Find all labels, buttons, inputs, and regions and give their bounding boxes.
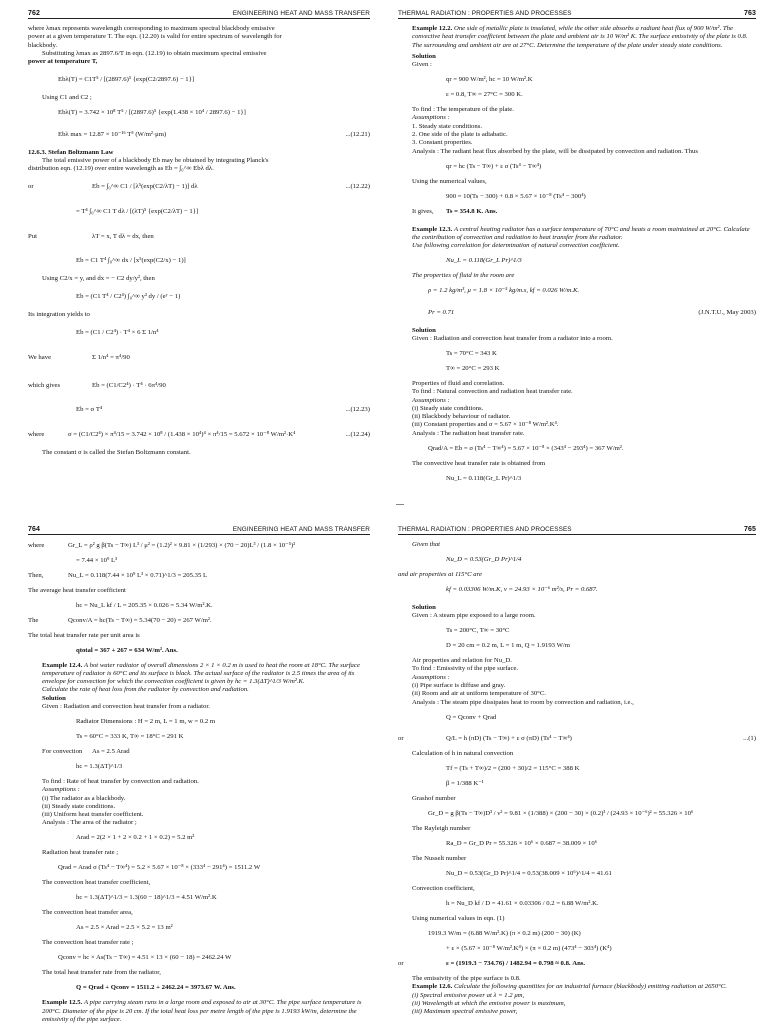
list-item: 3. Constant properties. (412, 139, 473, 147)
example-label: Example 12.6. (412, 983, 453, 991)
label: For convection (42, 748, 83, 755)
equation: 900 = 10(Ts − 300) + 0.8 × 5.67 × 10⁻⁸ (Ts⁴ − 300⁴) (446, 192, 586, 200)
section-heading: 12.6.3. Stefan Boltzmann Law (28, 148, 114, 156)
page-764 (0, 512, 384, 1024)
solution-heading: Solution (412, 52, 436, 60)
list-item: 2. One side of the plate is adiabatic. (412, 131, 508, 139)
equation: Ts = 70°C = 343 K (446, 350, 497, 358)
equation-number: ...(12.23) (345, 406, 370, 414)
text-line: To find : Natural convection and radiation heat transfer rate. (412, 388, 573, 396)
text-line: To find : Emissivity of the pipe surface. (412, 665, 519, 673)
text-line: distribution eqn. (12.19) over entire wavelength as Eb = ∫₀^∞ Ebλ dλ. (28, 165, 214, 173)
list-item: (ii) Room and air at uniform temperature of 30°C. (412, 690, 546, 698)
equation: Ebλ(T) = 3.742 × 10⁸ T⁵ / [(2897.6)⁵ {exp(1.438 × 10⁴ / 2897.6) − 1}] (58, 109, 246, 117)
equation: Arad = 2(2 × 1 + 2 × 0.2 + 1 × 0.2) = 5.2 m² (76, 834, 195, 842)
equation: ρ = 1.2 kg/m³, μ = 1.8 × 10⁻⁵ kg/m.s, kf = 0.026 W/m.K. (428, 287, 580, 295)
text-line: Using C2/x = y, and dx = − C2 dy/y², then (42, 275, 155, 283)
equation: D = 20 cm = 0.2 m, L = 1 m, Q = 1.9193 W/m (446, 642, 570, 650)
equation: ε = 0.8, T∞ = 27°C = 300 K. (446, 91, 523, 99)
label: or (398, 735, 404, 743)
page-number: 762 (28, 10, 40, 17)
text-line: Analysis : The steam pipe dissipates heat to room by convection and radiation, i.e., (412, 698, 634, 706)
text-line: Assumptions : (412, 396, 450, 404)
text-line: The total heat transfer rate from the radiator, (42, 969, 161, 977)
equation-number: ...(12.24) (345, 431, 370, 439)
answer: qtotal = 367 + 267 = 634 W/m². Ans. (76, 646, 178, 654)
text-line: Using C1 and C2 ; (42, 94, 92, 102)
text-line: Convection coefficient, (412, 885, 475, 893)
example-label: Example 12.5. (42, 999, 83, 1007)
reference: (J.N.T.U., May 2003) (698, 308, 756, 316)
equation: Nu_D = 0.53(Gr_D Pr)^1/4 (446, 555, 522, 563)
page-divider (396, 504, 404, 505)
text-line: Calculation of h in natural convection (412, 750, 514, 758)
text-line: To find : Rate of heat transfer by convection and radiation. (42, 777, 199, 785)
equation-number: ...(12.21) (345, 130, 370, 138)
text-line: Given : (412, 61, 432, 69)
equation: Ebλ max = 12.87 × 10⁻¹⁶ T⁵ (W/m²·μm) (58, 130, 167, 138)
label: We have (28, 354, 52, 361)
equation: hc = 1.3(ΔT)^1/3 (76, 762, 123, 770)
text-line: Analysis : The area of the radiator ; (42, 819, 137, 827)
text-line: The convection heat transfer area, (42, 909, 133, 917)
example-label: Example 12.2. (412, 25, 453, 32)
text-line: The emissivity of the pipe surface is 0.8. (412, 975, 521, 983)
text-line: To find : The temperature of the plate. (412, 106, 514, 114)
text-line: Given : A steam pipe exposed to a large room. (412, 612, 536, 620)
label: Put (28, 232, 37, 240)
page-number: 765 (744, 526, 756, 533)
list-item: (ii) Steady state conditions. (42, 802, 116, 810)
text-line: where λmax represents wavelength corresponding to maximum spectral blackbody emissive (28, 25, 275, 32)
equation: + ε × (5.67 × 10⁻⁸ W/m².K⁴) × (π × 0.2 m) (473⁴ − 303⁴) (K⁴) (446, 945, 612, 953)
equation: β = 1/388 K⁻¹ (446, 780, 484, 788)
list-item: (ii) Blackbody behaviour of radiator. (412, 413, 511, 421)
text-line: Given : Radiation and convection heat transfer from a radiator. (42, 703, 210, 711)
page-762 (0, 0, 384, 512)
label: It gives, (412, 207, 434, 215)
text-line: Assumptions : (412, 114, 450, 122)
label: or (28, 183, 34, 191)
text-line: Using numerical values in eqn. (1) (412, 915, 505, 923)
text-line: The Nusselt number (412, 855, 467, 863)
equation: λT = x, T dλ = dx, then (92, 232, 154, 240)
equation: Nu_L = 0.118(7.44 × 10⁹ L³ × 0.71)^1/3 = 205.35 L (68, 571, 208, 579)
equation: kf = 0.03306 W/m.K, ν = 24.93 × 10⁻⁶ m²/s, Pr = 0.687. (446, 585, 598, 593)
text-line: The properties of fluid in the room are (412, 272, 515, 280)
equation: qr = 900 W/m², hc = 10 W/m².K (446, 76, 533, 84)
equation: Q = Qconv + Qrad (446, 713, 497, 721)
equation: Pr = 0.71 (428, 308, 455, 316)
text-line: blackbody. (28, 41, 58, 49)
list-item: (iii) Uniform heat transfer coefficient. (42, 811, 144, 819)
equation: Eb = ∫₀^∞ C1 / [λ⁵(exp(C2/λT) − 1)] dλ (92, 183, 198, 191)
text-line: Assumptions : (412, 673, 450, 681)
page-header (398, 10, 756, 19)
text-line: Given : Radiation and convection heat transfer from a radiator into a room. (412, 335, 613, 343)
answer: Q = Qrad + Qconv = 1511.2 + 2462.24 = 3973.67 W. Ans. (76, 984, 236, 992)
text-line: Substituting λmax as 2897.6/T in eqn. (12.19) to obtain maximum spectral emissive (42, 49, 267, 57)
text-line: The Rayleigh number (412, 825, 471, 833)
text-line: The convection heat transfer coefficient, (42, 879, 151, 887)
running-title: ENGINEERING HEAT AND MASS TRANSFER (232, 526, 370, 533)
equation-number: ...(1) (743, 735, 756, 743)
equation: Ra_D = Gr_D Pr = 55.326 × 10⁶ × 0.687 = 38.009 × 10⁶ (446, 840, 598, 848)
equation: σ = (C1/C2⁴) × π⁴/15 = 3.742 × 10⁸ / (1.438 × 10⁴)⁴ × π⁴/15 = 5.672 × 10⁻⁸ W/m²·K⁴ (68, 431, 296, 439)
equation: hc = Nu_L kf / L = 205.35 × 0.026 = 5.34 W/m².K. (76, 601, 213, 609)
equation: Qrad = Arad σ (Ts⁴ − T∞⁴) = 5.2 × 5.67 × 10⁻⁸ × (333⁴ − 291⁴) = 1511.2 W (58, 864, 261, 872)
answer: Ts = 354.8 K. Ans. (446, 207, 498, 215)
equation: Ts = 60°C = 333 K, T∞ = 18°C = 291 K (76, 733, 184, 741)
text-line: Air properties and relation for Nu_D. (412, 657, 512, 665)
solution-heading: Solution (412, 326, 436, 334)
page-header (28, 526, 370, 535)
equation: Tf = (Ts + T∞)/2 = (200 + 30)/2 = 115°C = 388 K (446, 765, 580, 773)
equation: Eb = (C1 T⁴ / C2⁴) ∫₀^∞ y³ dy / (eʸ − 1) (76, 293, 181, 301)
text-line: The total heat transfer rate per unit area is (28, 631, 140, 639)
label: where (28, 541, 45, 549)
text-line: Assumptions : (42, 786, 80, 794)
equation: = 7.44 × 10⁹ L³ (76, 556, 118, 564)
equation: Q/L = h (πD) (Ts − T∞) + ε σ (πD) (Ts⁴ − T∞⁴) (446, 735, 572, 743)
equation: Nu_D = 0.53(Gr_D Pr)^1/4 = 0.53(38.009 × 10⁶)^1/4 = 41.61 (446, 870, 612, 878)
label: The (28, 616, 39, 624)
equation: As = 2.5 × Arad = 2.5 × 5.2 = 13 m² (76, 924, 173, 932)
page-763 (384, 0, 768, 512)
equation: Σ 1/n⁴ = π⁴/90 (92, 354, 130, 361)
text-line: Grashof number (412, 795, 456, 803)
equation: hc = 1.3(ΔT)^1/3 = 1.3(60 − 18)^1/3 = 4.51 W/m².K (76, 894, 217, 902)
page-number: 763 (744, 10, 756, 17)
list-item: (i) The radiator as a blackbody. (42, 794, 126, 802)
text-line: Given that (412, 541, 441, 548)
running-title: THERMAL RADIATION : PROPERTIES AND PROCESSES (398, 526, 572, 533)
equation: h = Nu_D kf / D = 41.61 × 0.03306 / 0.2 = 6.88 W/m².K. (446, 900, 599, 908)
page-header (398, 526, 756, 535)
list-item: (i) Pipe surface is diffuse and gray. (412, 682, 506, 690)
label: where (28, 431, 45, 439)
list-item: 1. Steady state conditions. (412, 122, 483, 130)
text-line: The average heat transfer coefficient (28, 586, 126, 594)
text-line: power at a given temperature T. The eqn. (12.20) is valid for entire spectrum of wavelength for (28, 33, 282, 41)
equation: 1919.3 W/m = (6.88 W/m².K) (π × 0.2 m) (200 − 30) (K) (428, 930, 581, 938)
text-line: Properties of fluid and correlation. (412, 380, 505, 387)
list-item: (i) Spectral emissive power at λ = 1.2 μm, (412, 991, 525, 999)
equation: Eb = σ T⁴ (76, 406, 103, 414)
example-label: Example 12.4. (42, 661, 83, 669)
equation: Eb = C1 T⁴ ∫₀^∞ dx / [x⁵(exp(C2/x) − 1)] (76, 257, 186, 265)
list-item: (iii) Constant properties and σ = 5.67 × 10⁻⁸ W/m².K⁴. (412, 421, 559, 429)
equation: Qrad/A = Eb = σ (Ts⁴ − T∞⁴) = 5.67 × 10⁻⁸ × (343⁴ − 293⁴) = 367 W/m². (428, 444, 624, 452)
example-text: A hot water radiator of overall dimensions 2 × 1 × 0.2 m is used to heat the room at 18°C. The surface temperature of radiator is 60°C and its surface is black. The actual surface of the radiator is 2.5 times the area of its envelope for convection for which the convection coefficient is given by hc = 1.3(ΔT)^1/3 W/m².K. (42, 661, 360, 686)
equation: Ts = 200°C, T∞ = 30°C (446, 627, 510, 635)
equation: T∞ = 20°C = 293 K (446, 365, 500, 373)
equation: Qconv = hc × As(Ts − T∞) = 4.51 × 13 × (60 − 18) = 2462.24 W (58, 954, 232, 962)
equation: Qconv/A = hc(Ts − T∞) = 5.34(70 − 20) = 267 W/m². (68, 616, 212, 624)
text-line: power at temperature T, (28, 58, 98, 66)
example-text: Calculate the rate of heat loss from the radiator by convection and radiation. (42, 686, 249, 694)
example-text: Calculate the following quantities for an industrial furnace (blackbody) emitting radiation at 2650°C. (453, 983, 727, 991)
equation: Eb = (C1/C2⁴) · T⁴ · 6π⁴/90 (92, 381, 166, 389)
text-line: Use following correlation for determination of natural convection coefficient. (412, 242, 620, 250)
example-text: A central heating radiator has a surface temperature of 70°C and heats a room maintained at 20°C. Calculate the contribution of convection and radiation to heat transfer from the radiator. (412, 225, 750, 241)
label: Then, (28, 571, 44, 579)
text-line: The convection heat transfer rate ; (42, 939, 134, 947)
page-765 (384, 512, 768, 1024)
running-title: THERMAL RADIATION : PROPERTIES AND PROCESSES (398, 10, 572, 17)
text-line: The total emissive power of a blackbody Eb may be obtained by integrating Planck's (42, 157, 269, 165)
label: which gives (28, 381, 61, 389)
page-header (28, 10, 370, 19)
solution-heading: Solution (412, 603, 436, 611)
equation: Gr_D = g β(Ts − T∞)D³ / ν² = 9.81 × (1/388) × (200 − 30) × (0.2)³ / (24.93 × 10⁻⁶)² = 55.326 × 10⁶ (428, 810, 694, 818)
list-item: (iii) Maximum spectral emissive power, (412, 1008, 518, 1016)
equation: Nu_L = 0.118(Gr_L Pr)^1/3 (446, 257, 522, 265)
page-number: 764 (28, 526, 40, 533)
label: or (398, 960, 404, 968)
list-item: (ii) Wavelength at which the emissive power is maximum, (412, 999, 566, 1007)
equation: qr = hc (Ts − T∞) + ε σ (Ts⁴ − T∞⁴) (446, 162, 542, 170)
text-line: Radiation heat transfer rate ; (42, 849, 119, 857)
example-text: A pipe carrying steam runs in a large room and exposed to air at 30°C. The pipe surface temperature is 200°C. Diameter of the pipe is 20 cm. If the total heat loss per metre length of the pipe is 1.9193 kW/m, determine the emissivity of the pipe surface. (42, 999, 362, 1023)
example-label: Example 12.3. (412, 225, 453, 233)
list-item: (i) Steady state conditions. (412, 404, 484, 412)
solution-heading: Solution (42, 694, 66, 702)
text-line: The constant σ is called the Stefan Boltzmann constant. (42, 449, 191, 456)
answer: ε = (1919.3 − 734.76) / 1482.94 = 0.798 ≈ 0.8. Ans. (446, 960, 586, 968)
example-text: One side of metallic plate is insulated, while the other side absorbs a radiant heat flux of 900 W/m². The convective heat transfer coefficient between the plate and ambient air is 10 W/m² K. The surface emissivity of the plate is 0.8. The surrounding and ambient air are at 27°C. Determine the temperature of the plate under steady state conditions. (412, 25, 748, 49)
equation: Ebλ(T) = C1T⁵ / [(2897.6)⁵ {exp(C2/2897.6) − 1}] (58, 76, 195, 84)
equation: As = 2.5 Arad (92, 748, 130, 755)
text-line: Analysis : The radiant heat flux absorbed by the plate, will be dissipated by convection and radiation. Thus (412, 147, 698, 155)
equation: Gr_L = ρ² g β(Ts − T∞) L³ / μ² = (1.2)² × 9.81 × (1/293) × (70 − 20)L³ / (1.8 × 10⁻⁵)² (68, 541, 296, 549)
text-line: Its integration yields to (28, 311, 90, 319)
equation-number: ...(12.22) (345, 183, 370, 191)
equation: Eb = (C1 / C2⁴) · T⁴ × 6 Σ 1/n⁴ (76, 329, 159, 337)
equation: Nu_L = 0.118(Gr_L Pr)^1/3 (446, 474, 522, 482)
text-line: The convective heat transfer rate is obtained from (412, 459, 546, 467)
text-line: Using the numerical values, (412, 177, 487, 185)
equation: = T⁴ ∫₀^∞ C1 T dλ / [(λT)⁵ {exp(C2/λT) − 1}] (76, 208, 199, 216)
equation: Radiator Dimensions : H = 2 m, L = 1 m, w = 0.2 m (76, 718, 216, 726)
running-title: ENGINEERING HEAT AND MASS TRANSFER (232, 10, 370, 17)
text-line: and air properties at 115°C are (398, 570, 482, 578)
text-line: Analysis : The radiation heat transfer rate. (412, 429, 525, 437)
